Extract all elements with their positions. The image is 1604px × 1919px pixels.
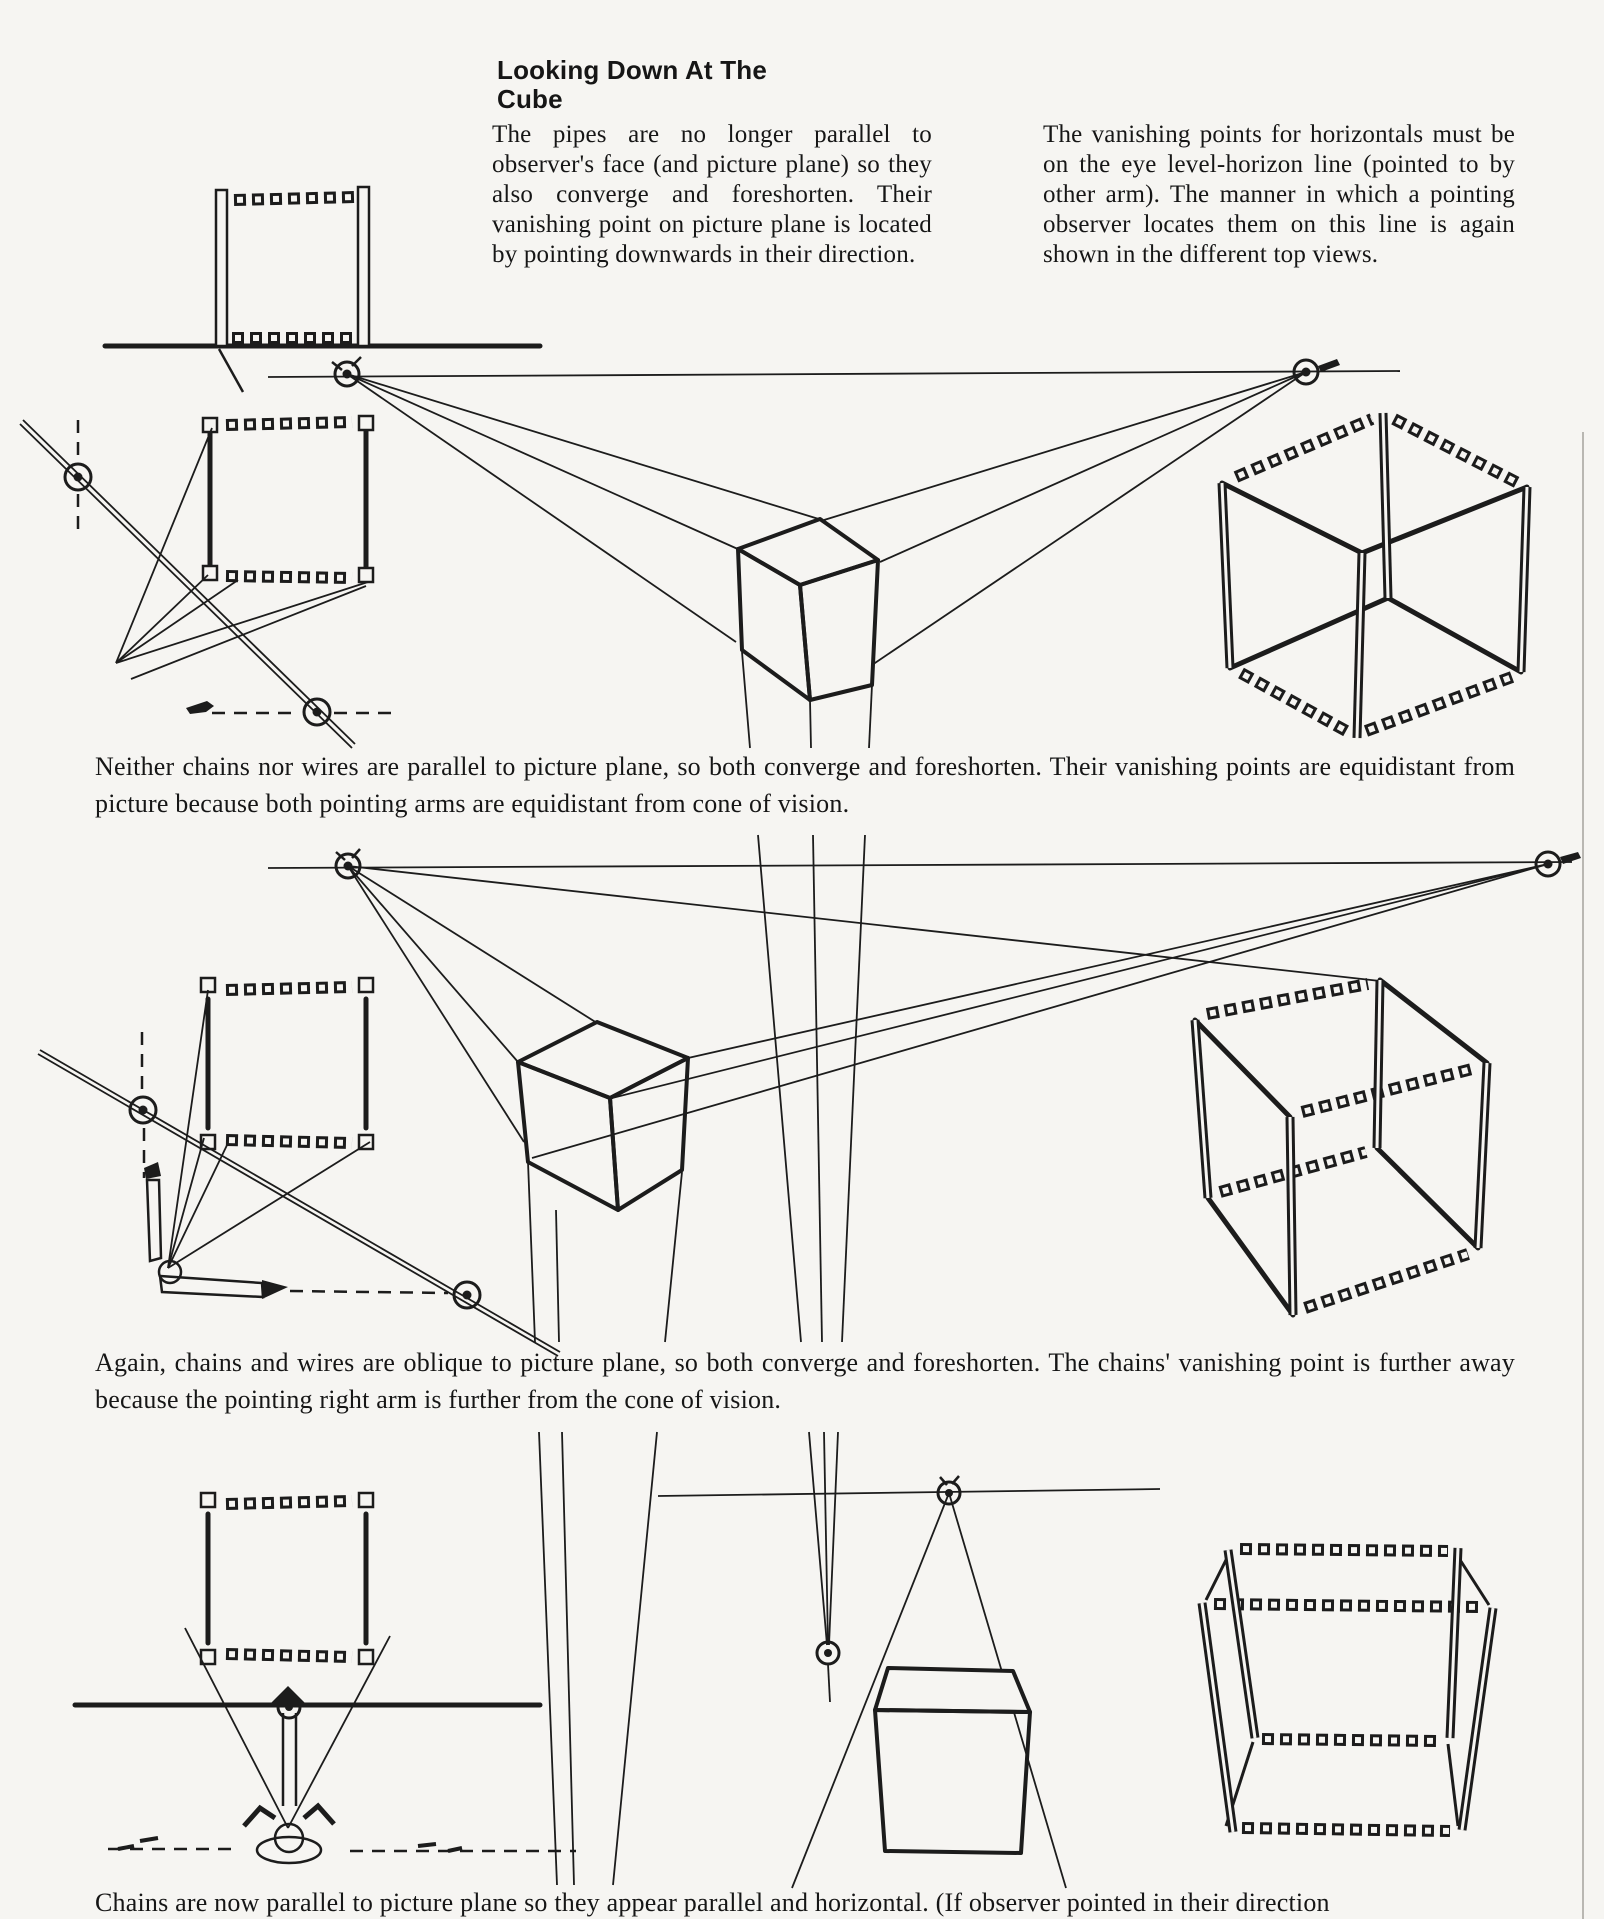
- top-view-square: [201, 1493, 373, 1664]
- vertical-vanishing-lines: [528, 1162, 682, 1885]
- vanishing-point-icon: [336, 849, 360, 878]
- caption-row1: Neither chains nor wires are parallel to picture plane, so both converge and foreshorten. Their vanishing points are equidistant from picture because both pointing arms are equidistant from cone of vision.: [95, 752, 1515, 818]
- pointing-hand-icon: [1318, 359, 1340, 372]
- pipe-chain-cube: [1195, 980, 1487, 1315]
- horizon-line: [268, 862, 1572, 868]
- page-title: Looking Down At The Cube: [497, 55, 768, 114]
- vanishing-point-icon: [938, 1476, 960, 1504]
- elevation-frame: [105, 187, 540, 392]
- caption-row3: Chains are now parallel to picture plane so they appear parallel and horizontal. (If observer pointed in their direction: [95, 1888, 1330, 1917]
- figure-row1: [20, 187, 1527, 1702]
- figure-row3: [75, 1476, 1493, 1888]
- pipe-icon: [216, 190, 227, 346]
- chain-icon: [1394, 419, 1518, 483]
- drawn-cube: [518, 1022, 688, 1210]
- pointing-hand-icon: [262, 1280, 288, 1299]
- picture-plane-line: [38, 1032, 560, 1356]
- vanishing-point-icon: [817, 1642, 839, 1664]
- observer-pointing-up: [75, 1628, 576, 1863]
- pipe-icon: [358, 187, 369, 346]
- observer-icon: [118, 1806, 462, 1863]
- pipe-chain-cube: [1202, 1548, 1493, 1832]
- sight-lines: [348, 864, 1548, 1158]
- drawn-cube: [738, 519, 878, 700]
- top-view-square: [201, 978, 373, 1149]
- horizon-line: [658, 1489, 1160, 1496]
- intro-column-left: The pipes are no longer parallel to observer's face (and picture plane) so they also converge and foreshorten. Their vanishing point on picture plane is located by pointing downwards in their direction.: [492, 121, 932, 268]
- intro-column-right: The vanishing points for horizontals must be on the eye level-horizon line (pointed to by other arm). The manner in which a pointing observer locates them on this line is again shown in the different top views.: [1043, 121, 1515, 268]
- observer-icon: [144, 1162, 288, 1299]
- tick-line: [219, 349, 243, 392]
- sight-lines: [347, 372, 1306, 665]
- vanishing-point-icon: [1536, 852, 1581, 876]
- chain-icon: [1240, 1549, 1448, 1551]
- pipe-icon: [1202, 1548, 1493, 1832]
- top-view-square: [203, 416, 373, 582]
- drawn-cube: [875, 1668, 1030, 1853]
- caption-row2: Again, chains and wires are oblique to picture plane, so both converge and foreshorten. The chains' vanishing point is further away because the pointing right arm is further from the cone of vision.: [95, 1348, 1515, 1414]
- pipe-chain-cube: [1222, 413, 1527, 738]
- observer-sight-fan: [168, 990, 370, 1268]
- horizon-line: [268, 371, 1400, 377]
- pointing-hand-icon: [186, 701, 214, 714]
- chain-icon: [1242, 1828, 1450, 1831]
